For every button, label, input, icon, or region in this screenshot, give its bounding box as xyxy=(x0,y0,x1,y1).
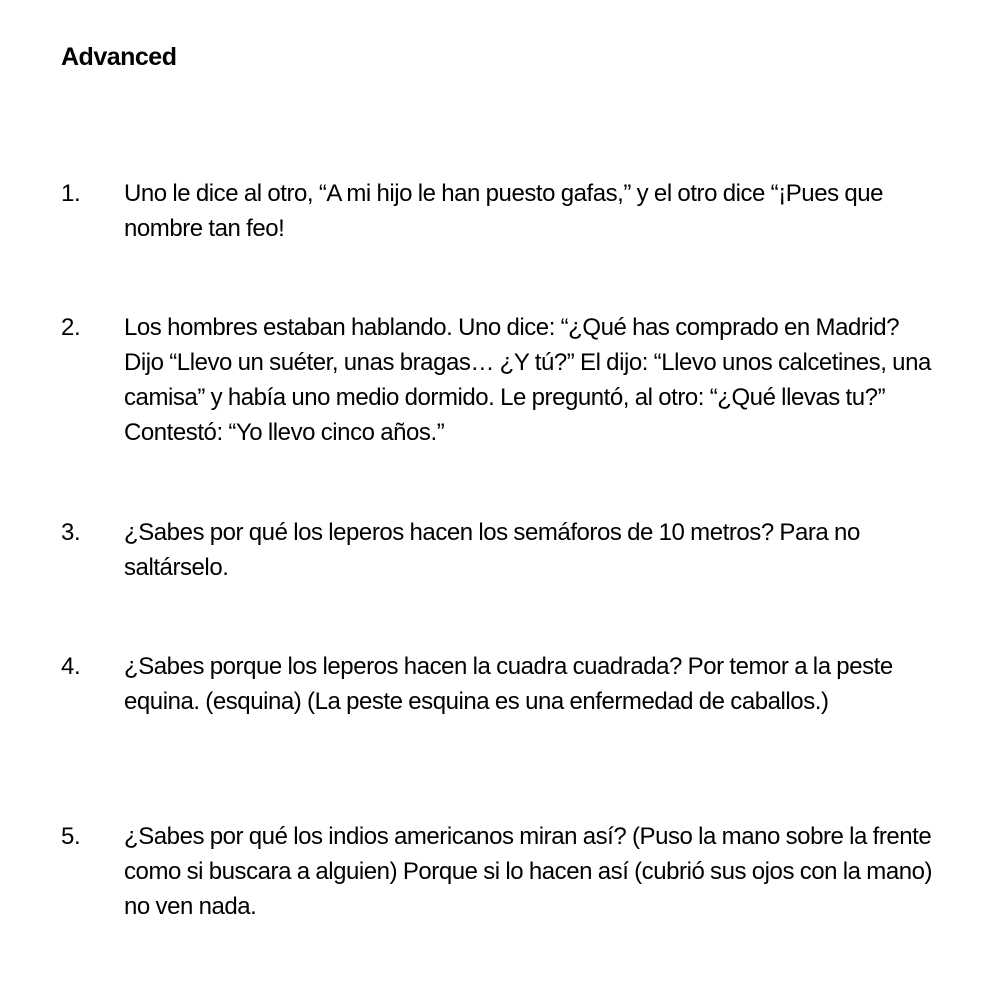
list-item-text: ¿Sabes por qué los indios americanos miran así? (Puso la mano sobre la frente como si buscara a alguien) Porque si lo hacen así (cubrió sus ojos con la mano) no ven nada. xyxy=(124,823,933,920)
list-item-number: 5. xyxy=(61,823,81,850)
list-item-number: 4. xyxy=(61,653,81,680)
list-item-text: ¿Sabes por qué los leperos hacen los semáforos de 10 metros? Para no saltárselo. xyxy=(124,519,860,581)
list-item-text: Los hombres estaban hablando. Uno dice: “¿Qué has comprado en Madrid? Dijo “Llevo un suéter, unas bragas… ¿Y tú?” El dijo: “Llevo unos calcetines, una camisa” y había uno medio dormido. Le preguntó, al otro: “¿Qué llevas tu?” Contestó: “Yo llevo cinco años.” xyxy=(124,314,931,446)
list-item-number: 1. xyxy=(61,180,81,207)
list-item-number: 3. xyxy=(61,519,81,546)
list-item-text: Uno le dice al otro, “A mi hijo le han puesto gafas,” y el otro dice “¡Pues que nombre tan feo! xyxy=(124,180,884,242)
list-item-text: ¿Sabes porque los leperos hacen la cuadra cuadrada? Por temor a la peste equina. (esquina) (La peste esquina es una enfermedad de caballos.) xyxy=(124,653,893,715)
list-item-number: 2. xyxy=(61,314,81,341)
document-heading: Advanced xyxy=(61,43,177,71)
